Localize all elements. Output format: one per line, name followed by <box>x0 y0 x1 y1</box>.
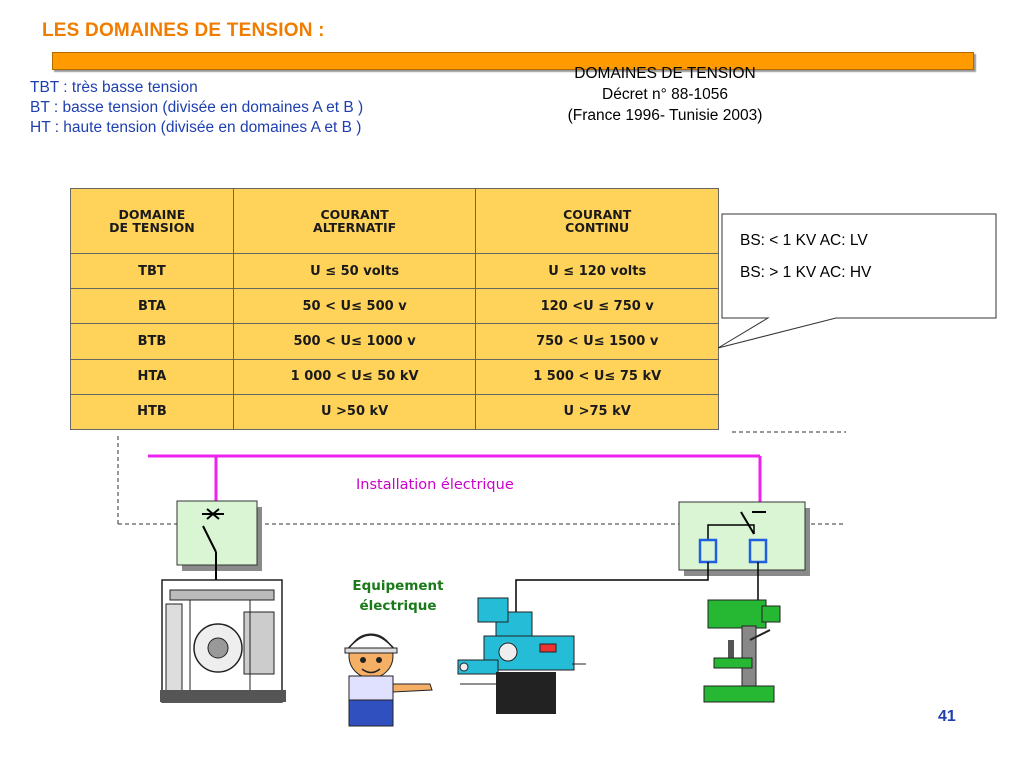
printing-press-illustration <box>160 580 286 702</box>
worker-illustration <box>345 634 432 726</box>
header-domain: DOMAINE DE TENSION <box>71 189 234 254</box>
cell-domain: TBT <box>71 254 234 289</box>
header-dc: COURANT CONTINU <box>476 189 719 254</box>
cell-ac: U >50 kV <box>233 394 476 429</box>
milling-machine-illustration <box>458 598 586 714</box>
page-number: 41 <box>938 708 956 725</box>
cell-ac: 1 000 < U≤ 50 kV <box>233 359 476 394</box>
equipment-label <box>336 576 460 616</box>
decree-number: Décret n° 88-1056 <box>602 86 728 103</box>
cell-domain: HTB <box>71 394 234 429</box>
equipment-label-line2: électrique <box>359 598 437 614</box>
callout-line-hv: BS: > 1 KV AC: HV <box>740 264 872 281</box>
cell-ac: 50 < U≤ 500 v <box>233 289 476 324</box>
cell-domain: HTA <box>71 359 234 394</box>
abbreviation-tbt: TBT : très basse tension <box>30 79 198 96</box>
decree-countries: (France 1996- Tunisie 2003) <box>567 107 763 124</box>
callout-text <box>740 230 871 294</box>
header-ac: COURANT ALTERNATIF <box>233 189 476 254</box>
slide-title: LES DOMAINES DE TENSION : <box>42 20 325 41</box>
cell-dc: U ≤ 120 volts <box>476 254 719 289</box>
cell-dc: U >75 kV <box>476 394 719 429</box>
cell-dc: 750 < U≤ 1500 v <box>476 324 719 359</box>
cell-dc: 1 500 < U≤ 75 kV <box>476 359 719 394</box>
equipment-label-line1: Equipement <box>352 578 444 594</box>
cell-ac: U ≤ 50 volts <box>233 254 476 289</box>
abbreviation-ht: HT : haute tension (divisée en domaines A et B ) <box>30 119 362 136</box>
cell-domain: BTB <box>71 324 234 359</box>
callout-line-lv: BS: < 1 KV AC: LV <box>740 232 868 249</box>
cell-domain: BTA <box>71 289 234 324</box>
drill-press-illustration <box>704 600 780 702</box>
cell-dc: 120 <U ≤ 750 v <box>476 289 719 324</box>
cell-ac: 500 < U≤ 1000 v <box>233 324 476 359</box>
installation-label: Installation électrique <box>356 477 514 493</box>
decree-title: DOMAINES DE TENSION <box>574 65 756 82</box>
abbreviation-bt: BT : basse tension (divisée en domaines A et B ) <box>30 99 364 116</box>
